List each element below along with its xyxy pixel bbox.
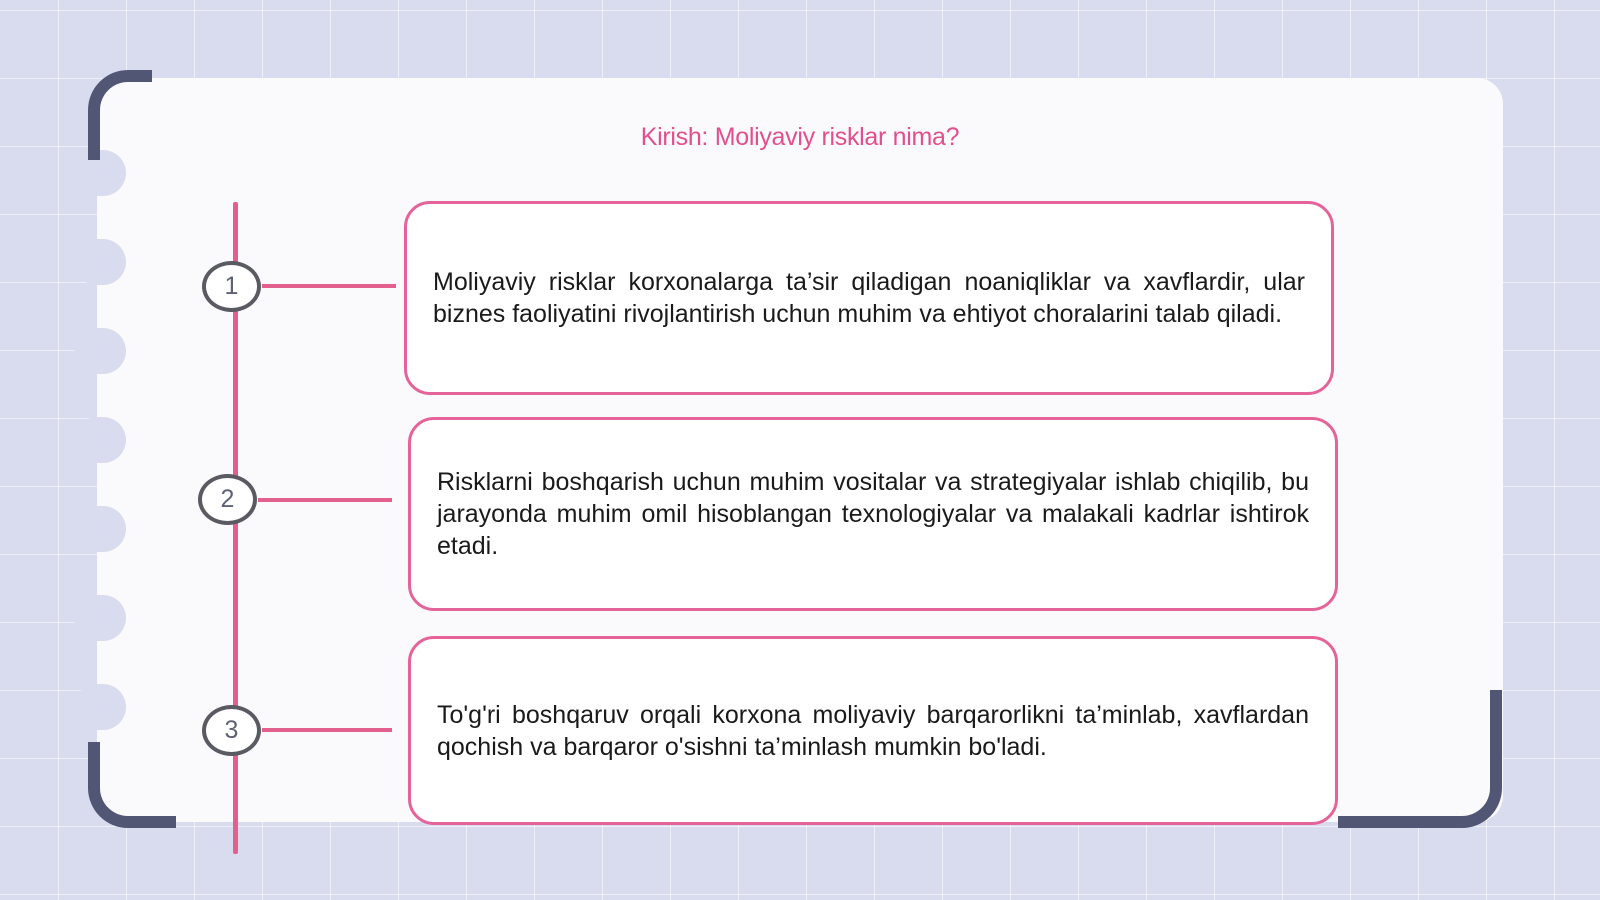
corner-bracket-bottom-left bbox=[88, 742, 176, 828]
step-text-3: To'g'ri boshqaruv orqali korxona moliyaviy barqarorlikni ta’minlab, xavflardan qochish va barqaror o'sishni ta’minlash mumkin bo'ladi. bbox=[437, 700, 1309, 761]
step-text-1: Moliyaviy risklar korxonalarga ta’sir qiladigan noaniqliklar va xavflardir, ular biznes faoliyatini rivojlantirish uchun muhim va ehtiyot choralarini talab qiladi. bbox=[433, 268, 1305, 328]
timeline-connector-3 bbox=[262, 728, 392, 732]
step-number-3: 3 bbox=[202, 705, 261, 756]
step-box-2 bbox=[408, 417, 1338, 611]
binder-notch bbox=[74, 595, 126, 641]
step-number-2: 2 bbox=[198, 474, 257, 525]
timeline-connector-1 bbox=[262, 284, 396, 288]
binder-notch bbox=[74, 684, 126, 730]
timeline-connector-2 bbox=[258, 498, 392, 502]
step-box-1 bbox=[404, 201, 1334, 395]
step-number-1: 1 bbox=[202, 261, 261, 312]
binder-notch bbox=[74, 417, 126, 463]
step-box-3 bbox=[408, 636, 1338, 825]
corner-bracket-bottom-right bbox=[1338, 690, 1502, 828]
binder-notch bbox=[74, 328, 126, 374]
step-text-2: Risklarni boshqarish uchun muhim vositalar va strategiyalar ishlab chiqilib, bu jarayonda muhim omil hisoblangan texnologiyalar va malakali kadrlar ishtirok etadi. bbox=[437, 468, 1309, 560]
binder-notch bbox=[74, 506, 126, 552]
slide-title: Kirish: Moliyaviy risklar nima? bbox=[640, 123, 960, 151]
binder-notch bbox=[74, 239, 126, 285]
